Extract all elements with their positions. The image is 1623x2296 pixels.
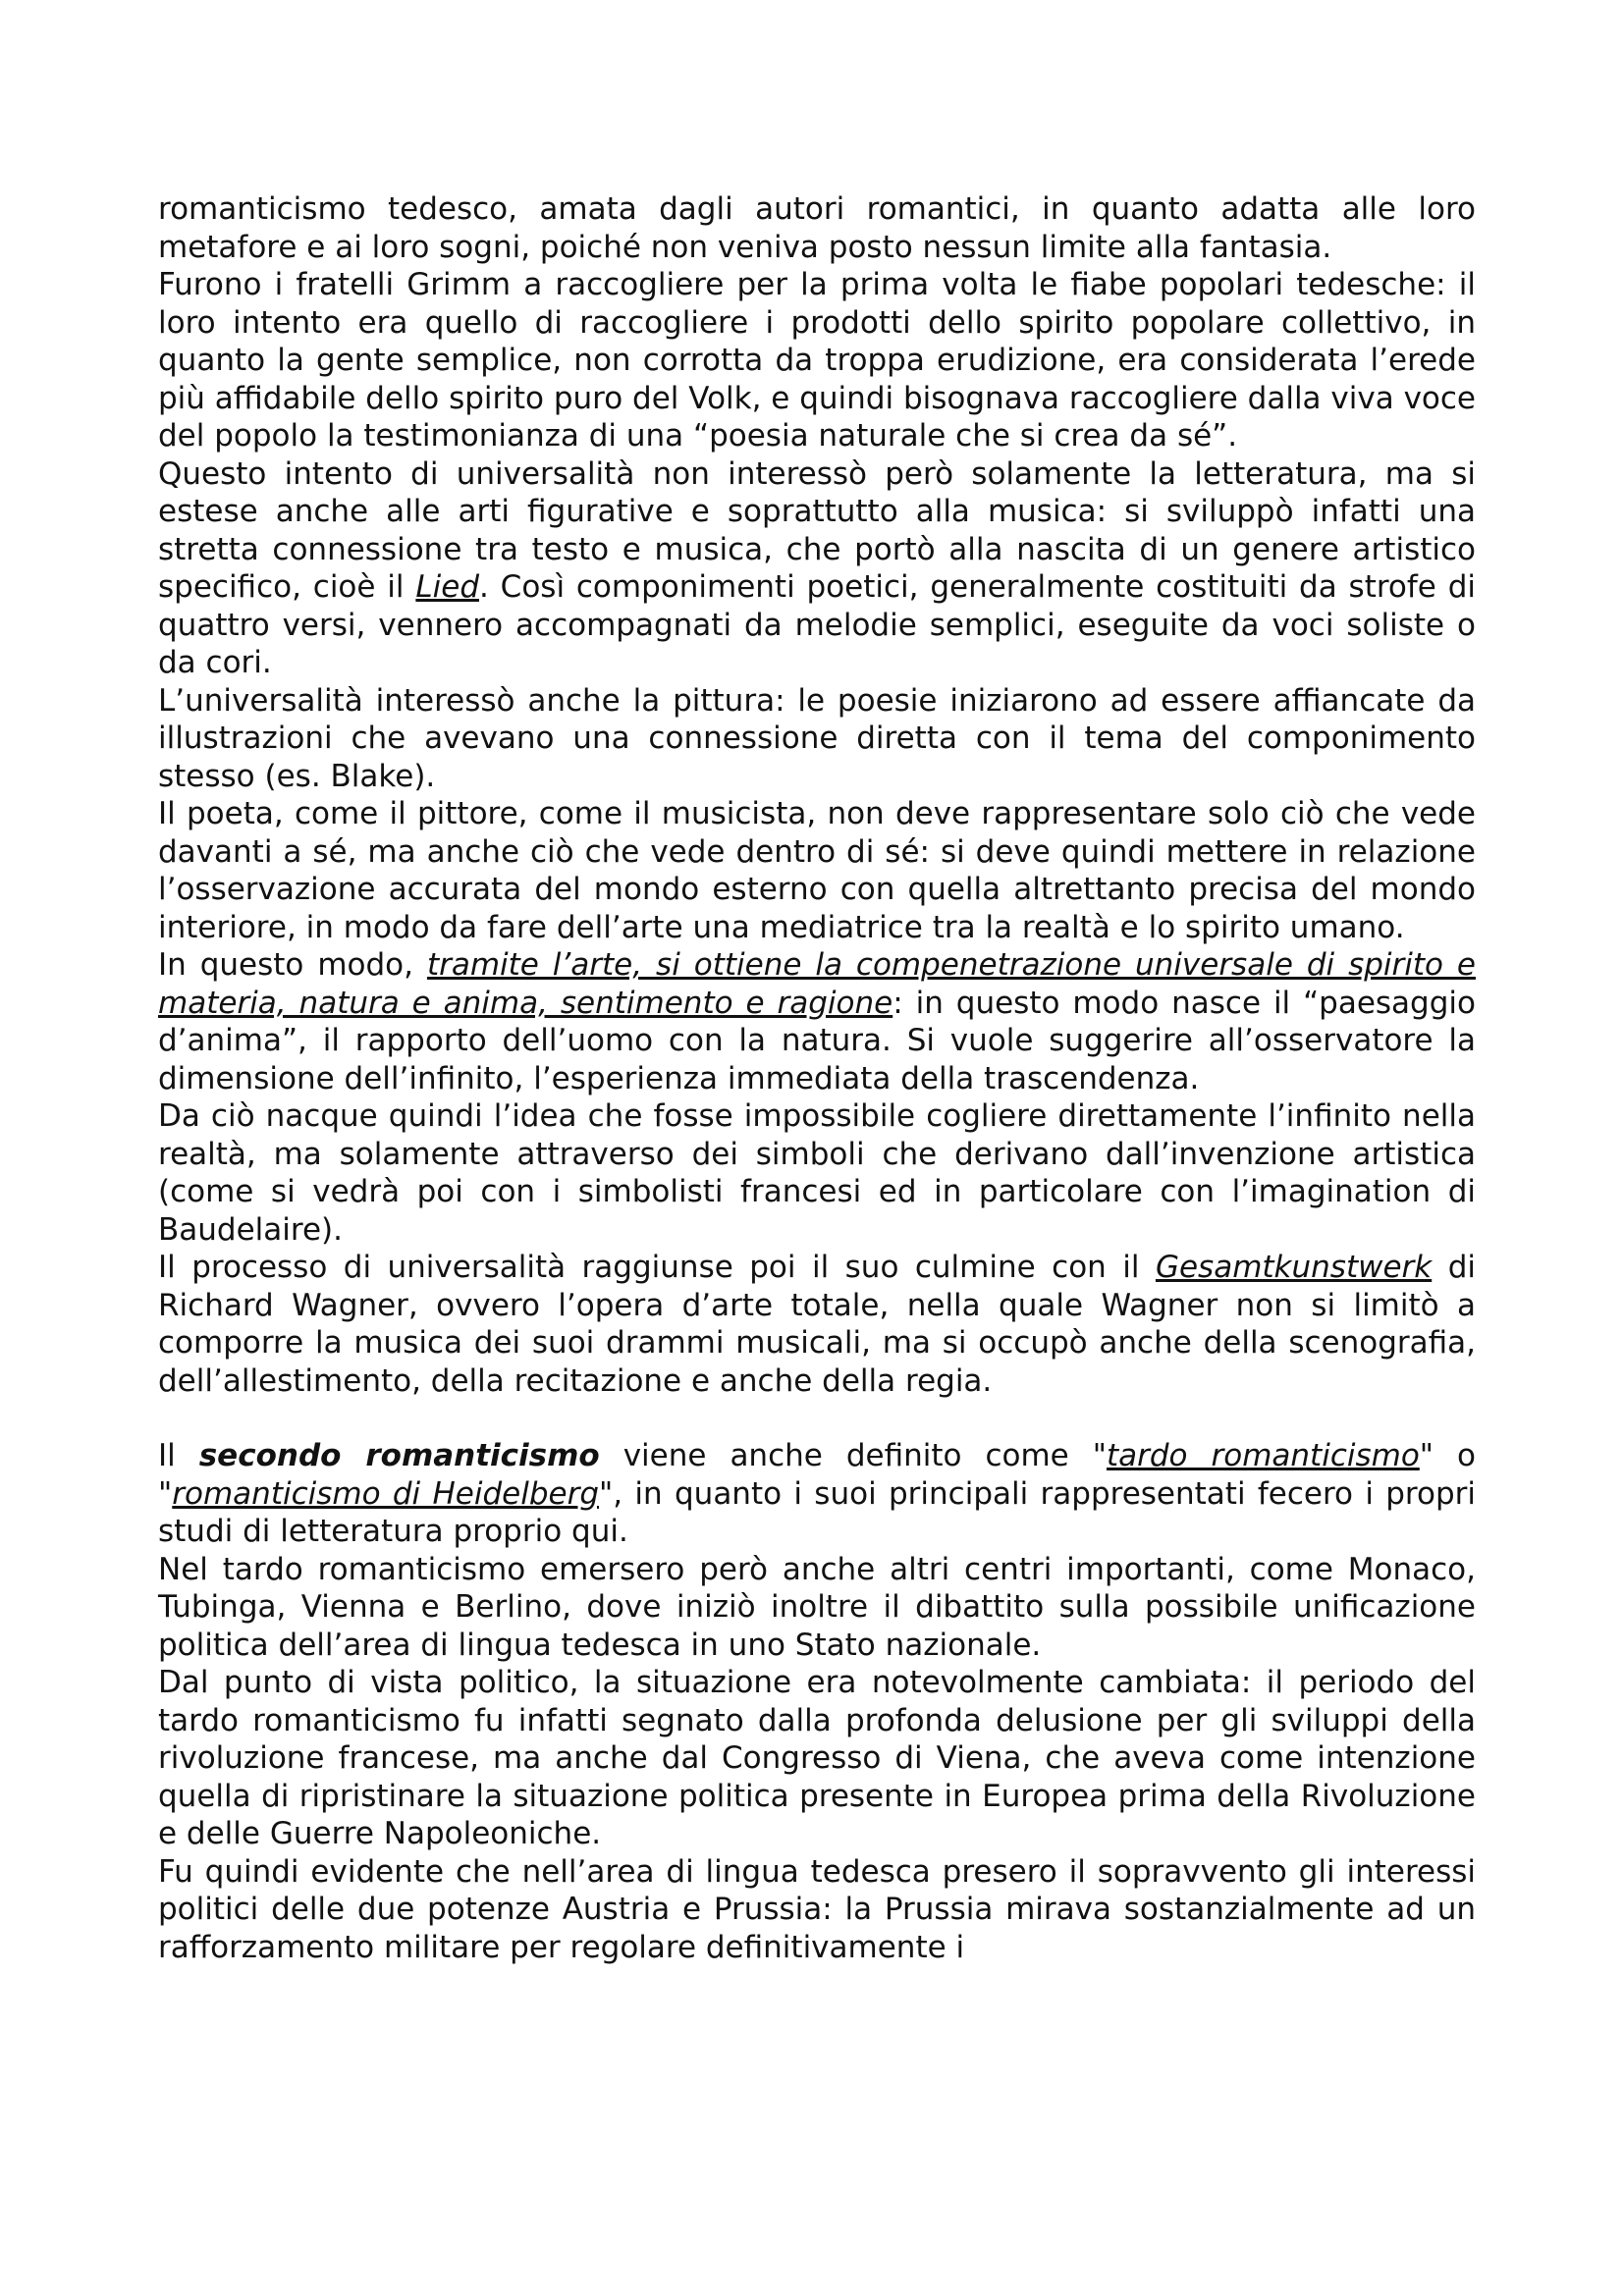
paragraph-pittura: L’universalità interessò anche la pittura: le poesie iniziarono ad essere affiancate da illustrazioni che avevano una connessione diretta con il tema del componimento stesso (es. Blake).: [158, 682, 1476, 794]
paragraph-fratelli-grimm: Furono i fratelli Grimm a raccogliere per la prima volta le fiabe popolari tedesche: il loro intento era quello di raccogliere i prodotti dello spirito popolare collettivo, in quanto la gente semplice, non corrotta da troppa erudizione, era considerata l’erede più affidabile dello spirito puro del Volk, e quindi bisognava raccogliere dalla viva voce del popolo la testimonianza di una “poesia naturale che si crea da sé”.: [158, 267, 1476, 454]
paragraph-secondo-romanticismo: [158, 1437, 1476, 1551]
paragraph-simboli: Da ciò nacque quindi l’idea che fosse impossibile cogliere direttamente l’infinito nella realtà, ma solamente attraverso dei simboli che derivano dall’invenzione artistica (come si vedrà poi con i simbolisti francesi ed in particolare con l’imagination di Baudelaire).: [158, 1098, 1476, 1248]
paragraph-lied: [158, 455, 1476, 682]
gesamtkunstwerk-term: Gesamtkunstwerk: [1155, 1250, 1433, 1285]
document-body: [158, 190, 1476, 1966]
secondo-text-d: ", in quanto i suoi principali rappresentati fecero i propri studi di letteratura proprio qui.: [158, 1475, 1476, 1549]
paragraph-poeta: Il poeta, come il pittore, come il musicista, non deve rappresentare solo ciò che vede davanti a sé, ma anche ciò che vede dentro di sé: si deve quindi mettere in relazione l’osservazione accurata del mondo esterno con quella altrettanto precisa del mondo interiore, in modo da fare dell’arte una mediatrice tra la realtà e lo spirito umano.: [158, 796, 1476, 945]
lied-text-after: . Così componimenti poetici, generalmente costituiti da strofe di quattro versi, vennero accompagnati da melodie semplici, eseguite da voci soliste o da cori.: [158, 569, 1476, 680]
paragraph-romanticismo-fiaba: romanticismo tedesco, amata dagli autori romantici, in quanto adatta alle loro metafore e ai loro sogni, poiché non veniva posto nessun limite alla fantasia.: [158, 191, 1476, 265]
paragraph-compenetrazione: [158, 946, 1476, 1097]
paragraph-centri-importanti: Nel tardo romanticismo emersero però anche altri centri importanti, come Monaco, Tubinga, Vienna e Berlino, dove iniziò inoltre il dibattito sulla possibile unificazione politica dell’area di lingua tedesca in uno Stato nazionale.: [158, 1551, 1476, 1663]
gesamtkunstwerk-text-before: Il processo di universalità raggiunse poi il suo culmine con il: [158, 1250, 1156, 1285]
secondo-text-c: " o ": [158, 1438, 1476, 1512]
compenetrazione-text-after: : in questo modo nasce il “paesaggio d’anima”, il rapporto dell’uomo con la natura. Si vuole suggerire all’osservatore la dimensione dell’infinito, l’esperienza immediata della trascendenza.: [158, 985, 1476, 1096]
tardo-romanticismo-term: tardo romanticismo: [1106, 1438, 1420, 1473]
lied-term: Lied: [415, 569, 479, 605]
lied-text-before: Questo intento di universalità non interessò però solamente la letteratura, ma si estese anche alle arti figurative e soprattutto alla musica: si sviluppò infatti una stretta connessione tra testo e musica, che portò alla nascita di un genere artistico specifico, cioè il: [158, 455, 1476, 605]
secondo-text-a: Il: [158, 1438, 199, 1473]
paragraph-situazione-politica: Dal punto di vista politico, la situazione era notevolmente cambiata: il periodo del tardo romanticismo fu infatti segnato dalla profonda delusione per gli sviluppi della rivoluzione francese, ma anche dal Congresso di Viena, che aveva come intenzione quella di ripristinare la situazione politica presente in Europea prima della Rivoluzione e delle Guerre Napoleoniche.: [158, 1665, 1476, 1851]
paragraph-austria-prussia: Fu quindi evidente che nell’area di lingua tedesca presero il sopravvento gli interessi politici delle due potenze Austria e Prussia: la Prussia mirava sostanzialmente ad un rafforzamento militare per regolare definitivamente i: [158, 1853, 1476, 1965]
compenetrazione-emphasis: tramite l’arte, si ottiene la compenetrazione universale di spirito e materia, natura e anima, sentimento e ragione: [158, 947, 1476, 1021]
secondo-romanticismo-bold: secondo romanticismo: [198, 1438, 600, 1473]
secondo-text-b: viene anche definito come ": [599, 1438, 1107, 1473]
paragraph-gesamtkunstwerk: [158, 1249, 1476, 1400]
gesamtkunstwerk-text-after: di Richard Wagner, ovvero l’opera d’arte totale, nella quale Wagner non si limitò a comporre la musica dei suoi drammi musicali, ma si occupò anche della scenografia, dell’allestimento, della recitazione e anche della regia.: [158, 1250, 1476, 1399]
romanticismo-heidelberg-term: romanticismo di Heidelberg: [172, 1475, 599, 1512]
compenetrazione-text-before: In questo modo,: [158, 947, 427, 983]
